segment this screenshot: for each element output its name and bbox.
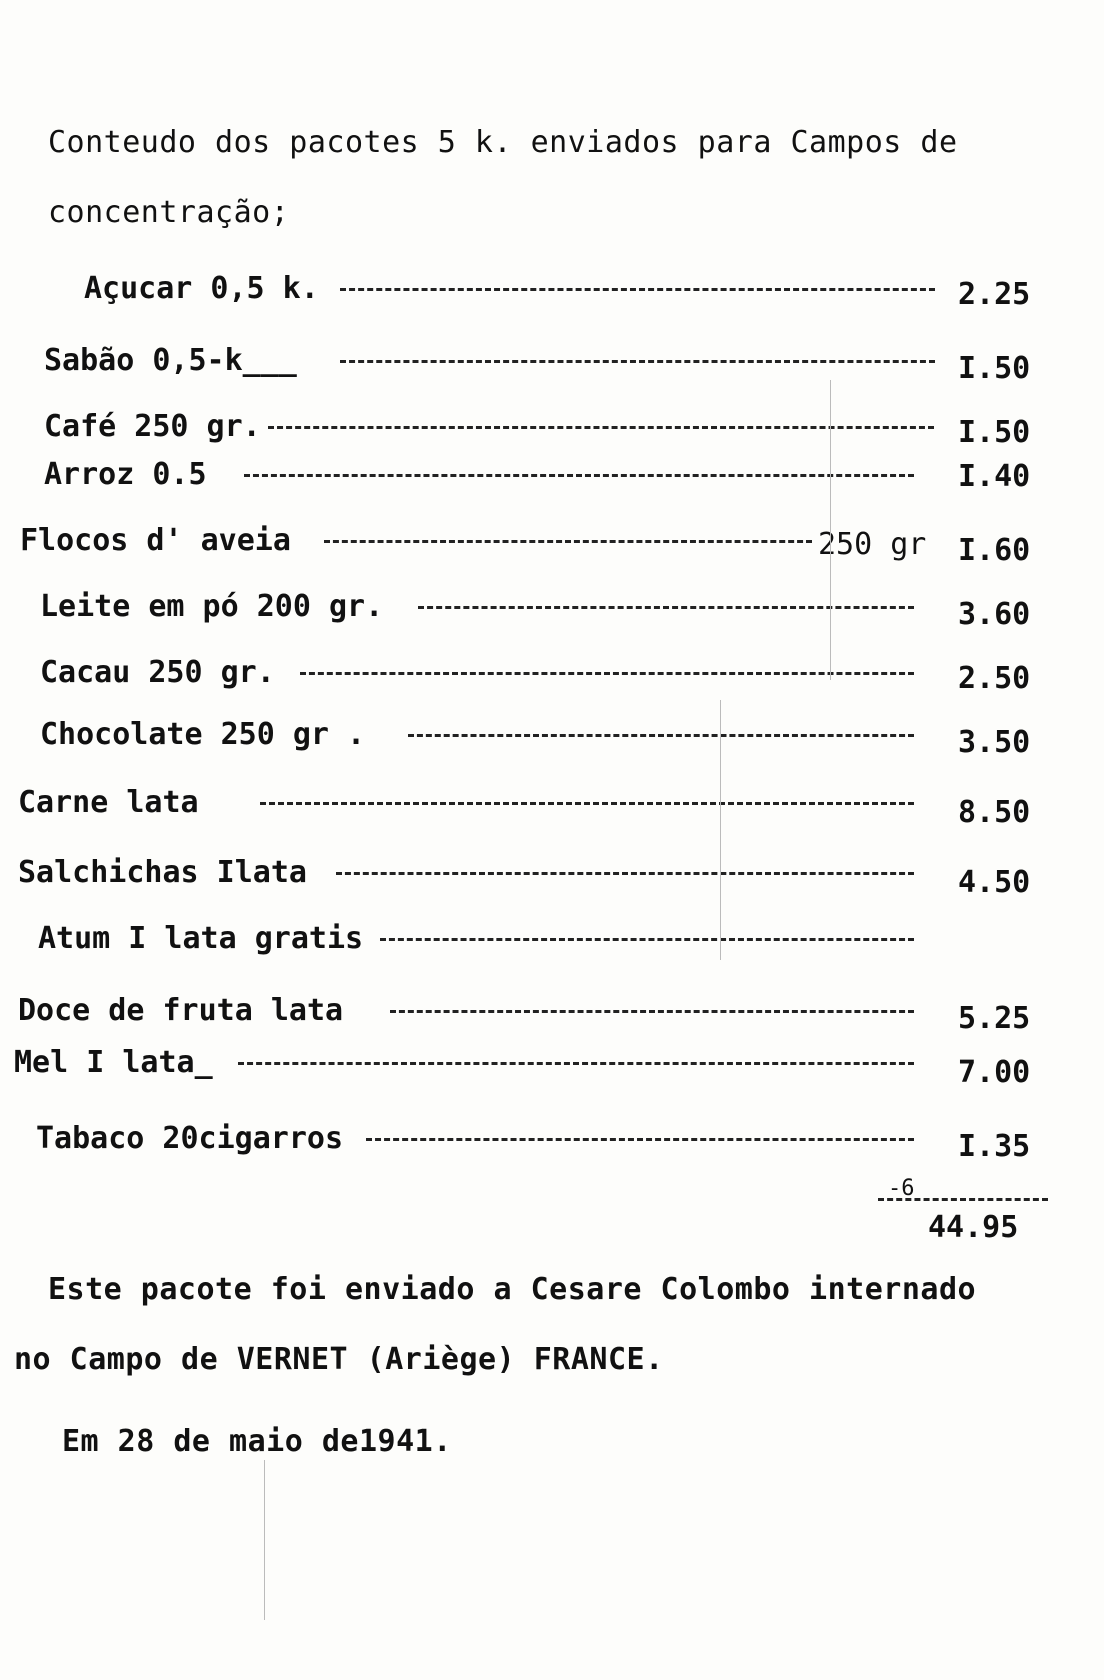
heading-line-1: Conteudo dos pacotes 5 k. enviados para Campos de: [48, 125, 958, 160]
total-value: 44.95: [928, 1210, 1019, 1245]
list-item: [44, 457, 207, 492]
item-name: Atum I lata gratis: [38, 921, 364, 956]
list-item: [20, 523, 291, 558]
item-price: 3.60: [958, 597, 1031, 632]
item-extra: 250 gr: [818, 527, 927, 562]
item-name: Carne lata: [18, 785, 199, 820]
list-item: [18, 993, 344, 1028]
item-price: 4.50: [958, 865, 1031, 900]
item-price: I.40: [958, 459, 1031, 494]
item-price: 3.50: [958, 725, 1031, 760]
scan-artifact: [720, 700, 721, 960]
item-name: Mel I lata_: [14, 1045, 213, 1080]
list-item: [44, 343, 297, 378]
item-name: Café 250 gr.: [44, 409, 261, 444]
list-item: [18, 855, 307, 890]
list-item: [14, 1045, 213, 1080]
scan-artifact: [830, 380, 831, 680]
closing-line-2: no Campo de VERNET (Ariège) FRANCE.: [14, 1342, 664, 1377]
item-name: Chocolate 250 gr .: [40, 717, 366, 752]
total-rule: [878, 1198, 1048, 1201]
list-item: [38, 921, 364, 956]
item-name: Leite em pó 200 gr.: [40, 589, 384, 624]
item-name: Cacau 250 gr.: [40, 655, 275, 690]
item-name: Flocos d' aveia: [20, 523, 291, 558]
total-correction-mark: -6: [888, 1176, 915, 1201]
item-name: Doce de fruta lata: [18, 993, 344, 1028]
item-price: I.60: [958, 533, 1031, 568]
list-item: [40, 655, 275, 690]
list-item: [36, 1121, 344, 1156]
item-price: I.35: [958, 1129, 1031, 1164]
closing-line-1: Este pacote foi enviado a Cesare Colombo internado: [48, 1272, 977, 1307]
list-item: [18, 785, 199, 820]
closing-date: Em 28 de maio de1941.: [62, 1424, 452, 1459]
heading-line-2: concentração;: [48, 195, 290, 230]
item-price: I.50: [958, 415, 1031, 450]
item-name: Açucar 0,5 k.: [84, 271, 319, 306]
scan-artifact: [264, 1460, 265, 1620]
item-price: 2.25: [958, 277, 1031, 312]
item-price: 8.50: [958, 795, 1031, 830]
item-name: Tabaco 20cigarros: [36, 1121, 344, 1156]
item-name: Arroz 0.5: [44, 457, 207, 492]
item-price: I.50: [958, 351, 1031, 386]
item-price: 7.00: [958, 1055, 1031, 1090]
item-name: Salchichas Ilata: [18, 855, 307, 890]
list-item: [40, 589, 384, 624]
item-name: Sabão 0,5-k___: [44, 343, 297, 378]
item-price: 2.50: [958, 661, 1031, 696]
list-item: [44, 409, 261, 444]
item-price: 5.25: [958, 1001, 1031, 1036]
list-item: [40, 717, 366, 752]
list-item: [84, 271, 319, 306]
